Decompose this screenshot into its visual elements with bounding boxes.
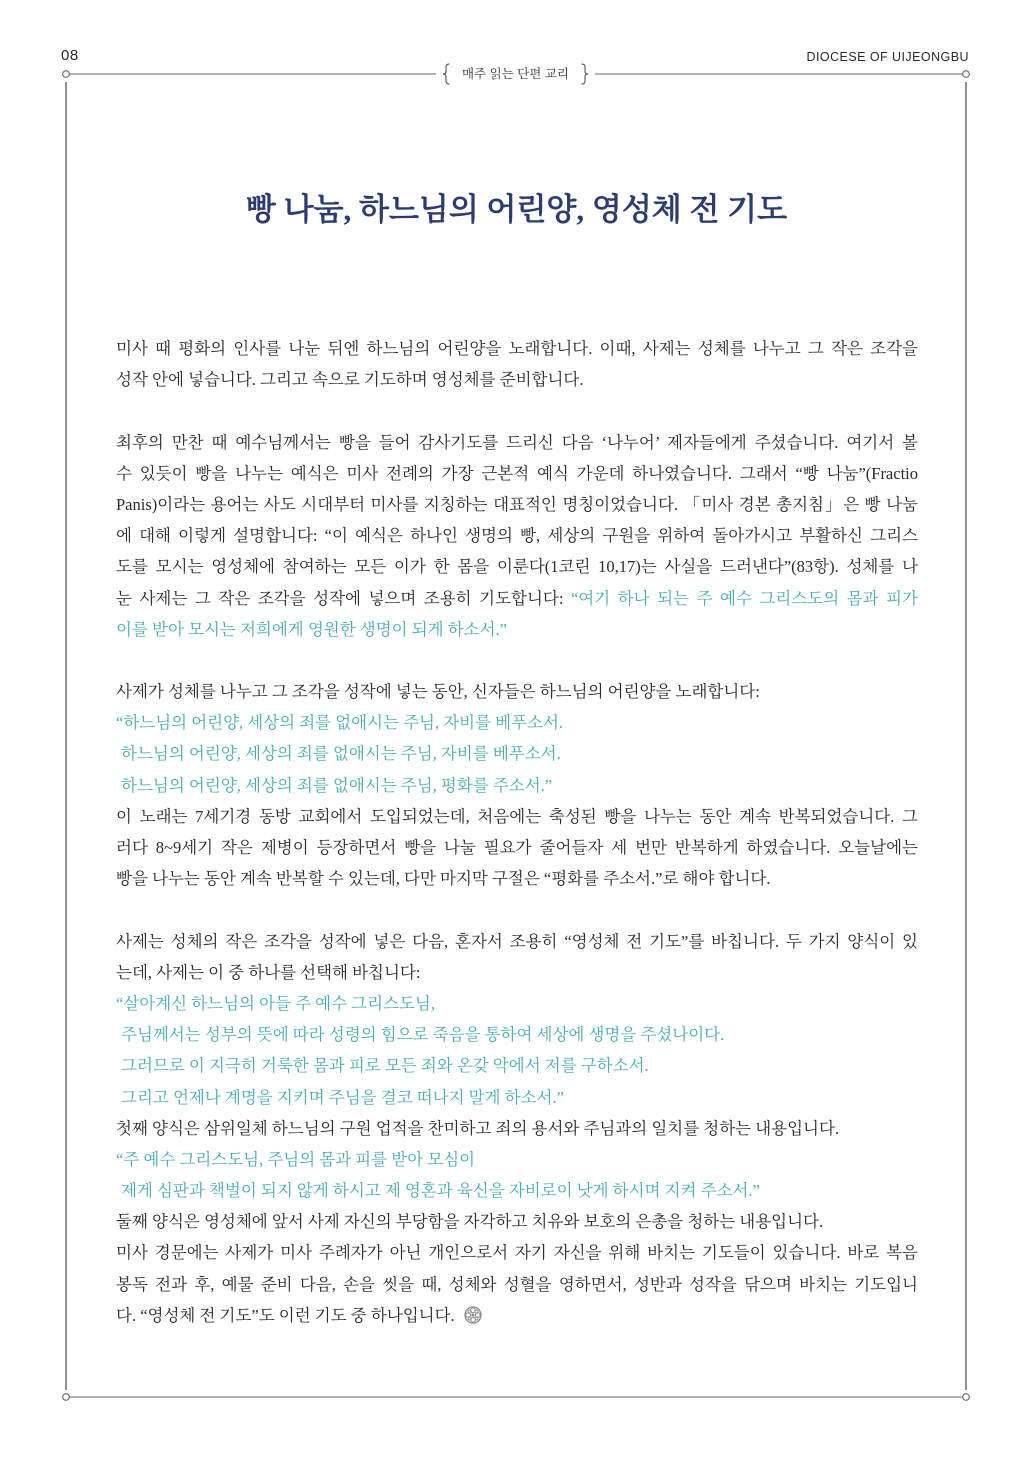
right-curly-brace-icon (580, 63, 590, 85)
body-line: 러다 8~9세기 작은 제병이 등장하면서 빵을 나눌 필요가 줄어들자 세 번만 반복하게 하였습니다. 오늘날에는 (116, 838, 918, 857)
body-line: 둘째 양식은 영성체에 앞서 사제 자신의 부당함을 자각하고 치유와 보호의 은총을 청하는 내용입니다. (116, 1212, 824, 1232)
series-header (0, 63, 1033, 85)
body-line: 사제가 성체를 나누고 그 조각을 성작에 넣는 동안, 신자들은 하느님의 어린양을 노래합니다: (116, 682, 760, 702)
body-line: 수 있듯이 빵을 나누는 예식은 미사 전례의 가장 근본적 예식 가운데 하나였습니다. 그래서 “빵 나눔”(Fractio (116, 463, 918, 483)
body-line: 도를 모시는 영성체에 참여하는 모든 이가 한 몸을 이룬다(1코린 10,17)는 사실을 드러낸다”(83항). 성체를 나 (116, 557, 918, 577)
body-line: 이 노래는 7세기경 동방 교회에서 도입되었는데, 처음에는 축성된 빵을 나누는 동안 계속 반복되었습니다. 그 (116, 806, 918, 826)
body-line: 첫째 양식은 삼위일체 하느님의 구원 업적을 찬미하고 죄의 용서와 주님과의 일치를 청하는 내용입니다. (116, 1118, 840, 1138)
paragraph-3 (116, 676, 918, 894)
frame-corner-circle-icon (963, 1394, 970, 1401)
article-title: 빵 나눔, 하느님의 어린양, 영성체 전 기도 (245, 192, 788, 227)
body-line: 봉독 전과 후, 예물 준비 다음, 손을 씻을 때, 성체와 성혈을 영하면서, 성반과 성작을 닦으며 바치는 기도입니 (116, 1274, 918, 1294)
prayer-quote-text: “여기 하나 되는 주 예수 그리스도의 몸과 피가 (570, 588, 918, 608)
body-line: 에 대해 이렇게 설명합니다: “이 예식은 하나인 생명의 빵, 세상의 구원을 위하여 돌아가시고 부활하신 그리스 (116, 526, 918, 546)
paragraph-2 (116, 427, 918, 645)
prayer-quote-line: 이를 받아 모시는 저희에게 영원한 생명이 되게 하소서.” (116, 619, 507, 639)
body-line: 미사 때 평화의 인사를 나눈 뒤엔 하느님의 어린양을 노래합니다. 이때, 사제는 성체를 나누고 그 작은 조각을 (116, 339, 918, 358)
body-line: 사제는 성체의 작은 조각을 성작에 넣은 다음, 혼자서 조용히 “영성체 전 기도”를 바칩니다. 두 가지 양식이 있 (116, 931, 918, 951)
prayer-quote-line: 그리고 언제나 계명을 지키며 주님을 결코 떠나지 말게 하소서.” (121, 1087, 564, 1107)
body-line (116, 1300, 918, 1331)
page-number: 08 (61, 47, 79, 64)
prayer-quote-line: 하느님의 어린양, 세상의 죄를 없애시는 주님, 평화를 주소서.” (121, 775, 553, 795)
prayer-quote-line: 하느님의 어린양, 세상의 죄를 없애시는 주님, 자비를 베푸소서. (121, 744, 561, 764)
body-line: 미사 경문에는 사제가 미사 주례자가 아닌 개인으로서 자기 자신을 위해 바치는 기도들이 있습니다. 바로 복음 (116, 1243, 918, 1263)
paragraph-4 (116, 926, 918, 1331)
series-title: 매주 읽는 단편 교리 (461, 67, 570, 81)
prayer-quote-line: “하느님의 어린양, 세상의 죄를 없애시는 주님, 자비를 베푸소서. (116, 713, 564, 733)
body-line-text: 눈 사제는 그 작은 조각을 성작에 넣으며 조용히 기도합니다: (116, 588, 571, 608)
article-body (116, 333, 918, 1362)
body-line: 는데, 사제는 이 중 하나를 선택해 바칩니다: (116, 962, 421, 982)
left-curly-brace-icon (441, 63, 451, 85)
prayer-quote-line: 제게 심판과 책벌이 되지 않게 하시고 제 영혼과 육신을 자비로이 낫게 하시며 지켜 주소서.” (121, 1181, 760, 1201)
body-line: 빵을 나누는 동안 계속 반복할 수 있는데, 다만 마지막 구절은 “평화를 주소서.”로 해야 합니다. (116, 869, 771, 889)
body-line: Panis)이라는 용어는 사도 시대부터 미사를 지칭하는 대표적인 명칭이었습니다. 「미사 경본 총지침」은 빵 나눔 (116, 494, 918, 514)
publisher-name: DIOCESE OF UIJEONGBU (806, 50, 969, 64)
frame-corner-circle-icon (63, 1394, 70, 1401)
body-line: 최후의 만찬 때 예수님께서는 빵을 들어 감사기도를 드리신 다음 ‘나누어’ 제자들에게 주셨습니다. 여기서 볼 (116, 432, 918, 452)
prayer-quote-line: 그러므로 이 지극히 거룩한 몸과 피로 모든 죄와 온갖 악에서 저를 구하소서. (121, 1056, 649, 1076)
prayer-quote-line: “살아계신 하느님의 아들 주 예수 그리스도님, (116, 993, 435, 1013)
body-line-text: 다. “영성체 전 기도”도 이런 기도 중 하나입니다. (116, 1305, 455, 1325)
series-label (436, 63, 595, 85)
rosette-icon (464, 1306, 482, 1324)
prayer-quote-line: “주 예수 그리스도님, 주님의 몸과 피를 받아 모심이 (116, 1149, 476, 1169)
body-line: 성작 안에 넣습니다. 그리고 속으로 기도하며 영성체를 준비합니다. (116, 370, 584, 390)
body-line (116, 583, 918, 614)
paragraph-1 (116, 333, 918, 395)
prayer-quote-line: 주님께서는 성부의 뜻에 따라 성령의 힘으로 죽음을 통하여 세상에 생명을 주셨나이다. (121, 1025, 725, 1045)
